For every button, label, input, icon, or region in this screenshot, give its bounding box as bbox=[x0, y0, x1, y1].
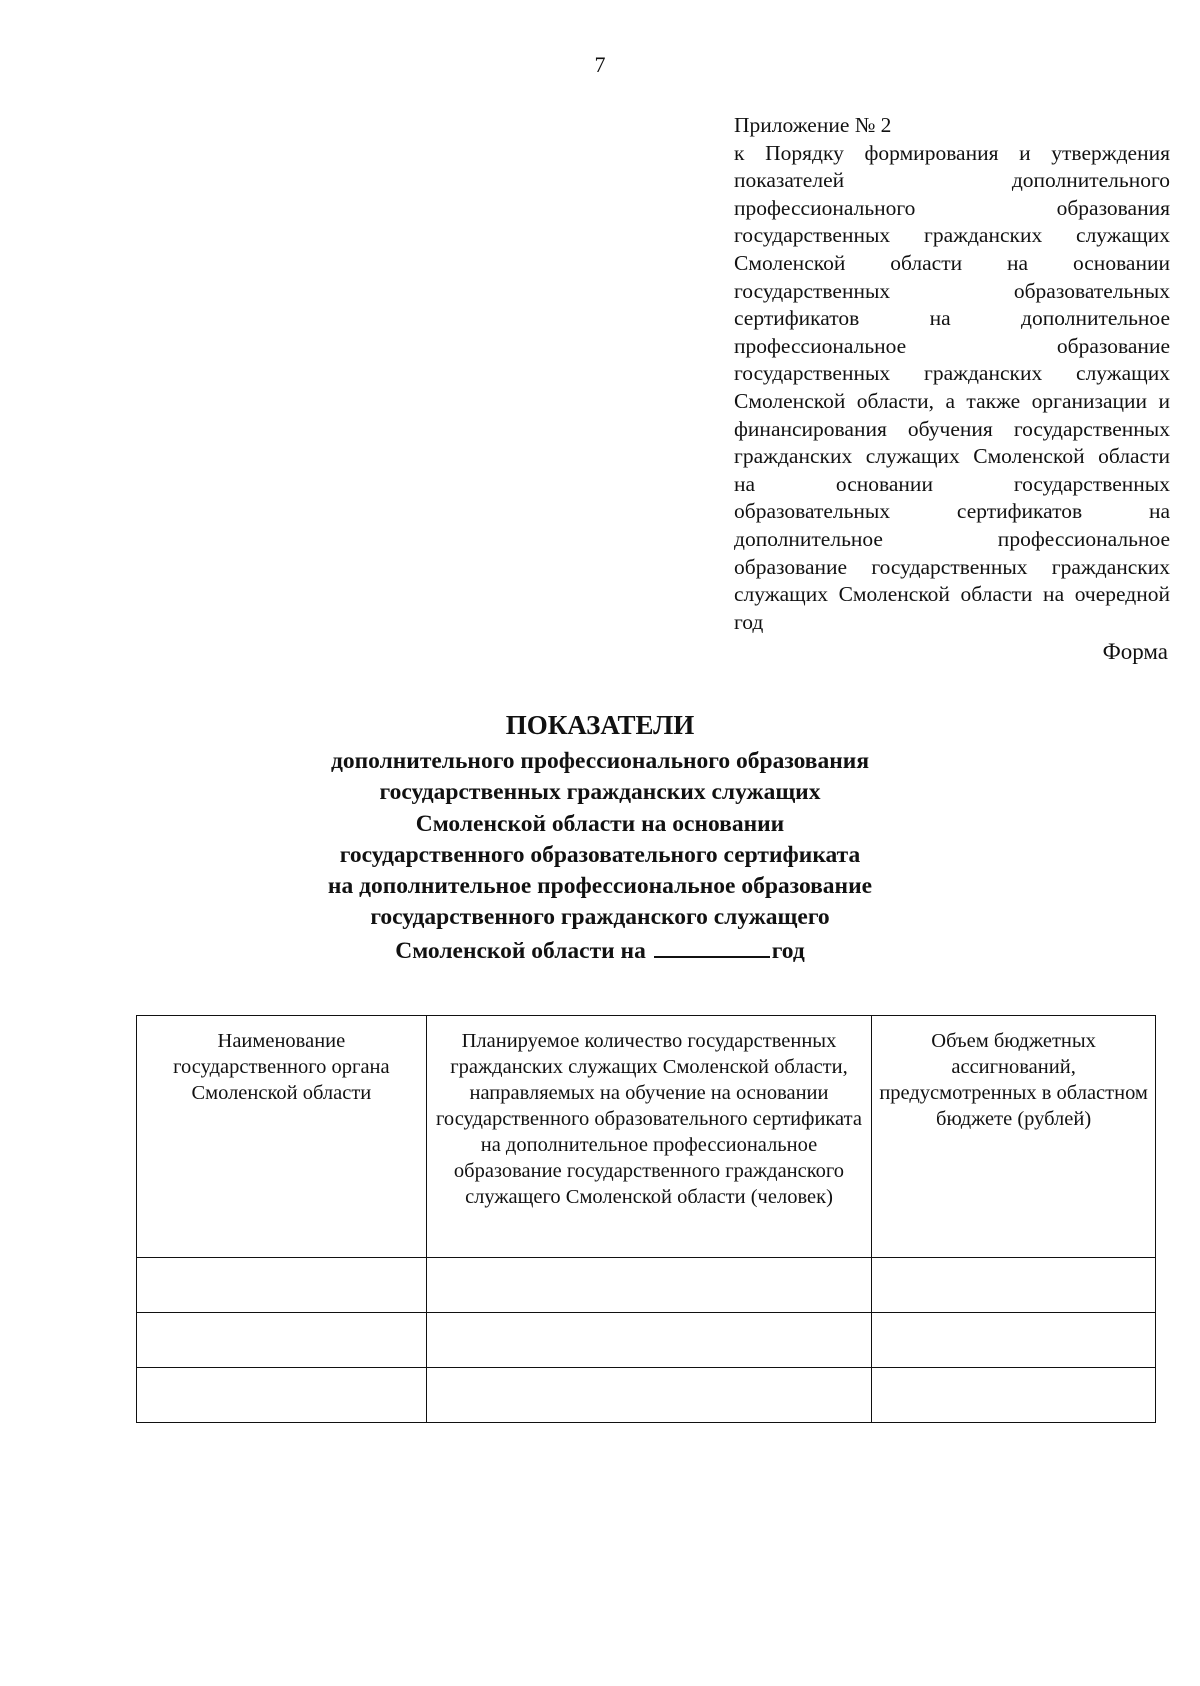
document-title-block bbox=[200, 708, 1000, 967]
title-line: государственных гражданских служащих bbox=[379, 779, 821, 806]
table-cell-budget[interactable] bbox=[872, 1258, 1156, 1313]
table-row bbox=[137, 1313, 1156, 1368]
page-number: 7 bbox=[594, 52, 606, 77]
indicators-table bbox=[136, 1015, 1156, 1423]
header-planned-count: Планируемое количество государственных гражданских служащих Смоленской области, направляемых на обучение на основании государственного образовательного сертификата на дополнительное профессиональное образование государственного гражданского служащего Смоленской области (человек) bbox=[426, 1016, 871, 1258]
title-line: государственного образовательного сертификата bbox=[339, 841, 861, 868]
table-cell-agency[interactable] bbox=[137, 1258, 427, 1313]
title-year-prefix: Смоленской области на bbox=[395, 937, 646, 964]
table-row bbox=[137, 1258, 1156, 1313]
table-cell-count[interactable] bbox=[426, 1368, 871, 1423]
document-title: ПОКАЗАТЕЛИ bbox=[505, 710, 695, 740]
table-cell-count[interactable] bbox=[426, 1313, 871, 1368]
table-header-row bbox=[137, 1016, 1156, 1258]
header-budget-amount: Объем бюджетных ассигнований, предусмотренных в областном бюджете (рублей) bbox=[872, 1016, 1156, 1258]
title-year-suffix: год bbox=[771, 937, 805, 964]
table-row bbox=[137, 1368, 1156, 1423]
title-line: на дополнительное профессиональное образование bbox=[327, 873, 873, 900]
appendix-text: к Порядку формирования и утверждения показателей дополнительного профессионального образования государственных гражданских служащих Смоленской области на основании государственных образовательных сертификатов на дополнительное профессиональное образование государственных гражданских служащих Смоленской области, а также организации и финансирования обучения государственных гражданских служащих Смоленской области на основании государственных образовательных сертификатов на дополнительное профессиональное образование государственных гражданских служащих Смоленской области на очередной год bbox=[734, 140, 1170, 634]
title-line: государственного гражданского служащего bbox=[370, 904, 830, 931]
title-line: дополнительного профессионального образования bbox=[330, 748, 870, 774]
appendix-block bbox=[734, 112, 1170, 636]
table-cell-budget[interactable] bbox=[872, 1368, 1156, 1423]
table-cell-agency[interactable] bbox=[137, 1313, 427, 1368]
form-label: Форма bbox=[1102, 639, 1168, 664]
header-agency-name: Наименование государственного органа Смоленской области bbox=[137, 1016, 427, 1258]
table-cell-budget[interactable] bbox=[872, 1313, 1156, 1368]
title-year-line bbox=[200, 934, 1000, 967]
appendix-number: Приложение № 2 bbox=[734, 113, 892, 137]
year-blank-field[interactable] bbox=[654, 934, 770, 958]
table-cell-count[interactable] bbox=[426, 1258, 871, 1313]
title-line: Смоленской области на основании bbox=[415, 810, 785, 837]
table-cell-agency[interactable] bbox=[137, 1368, 427, 1423]
